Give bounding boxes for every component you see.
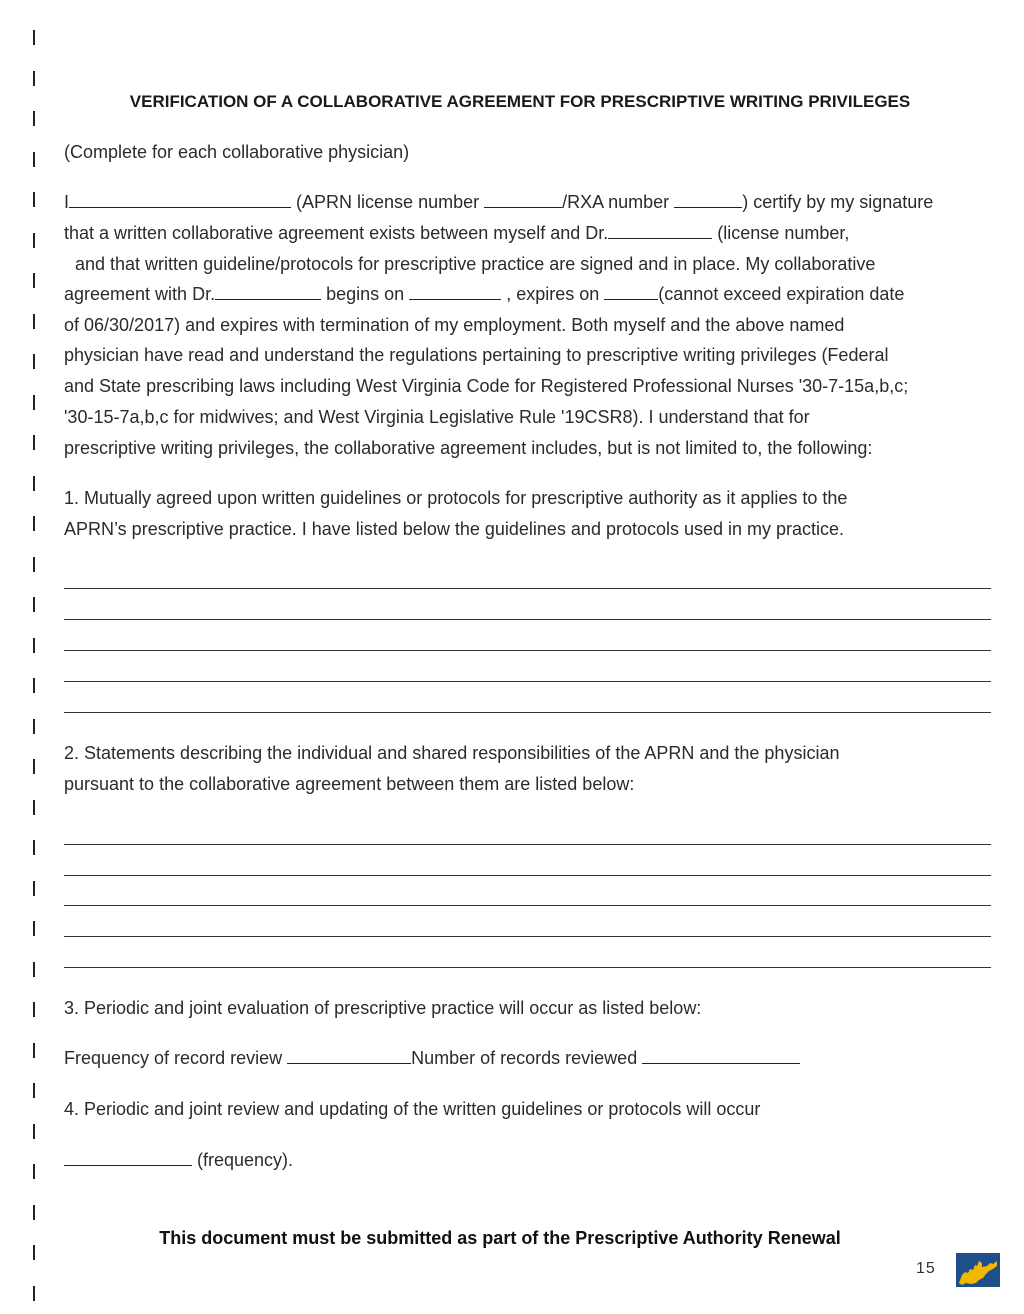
item4-line1: 4. Periodic and joint review and updating of the written guidelines or protocols will occur <box>64 1099 761 1119</box>
rxa-number-field[interactable] <box>674 191 742 208</box>
physician-name-field[interactable] <box>608 222 712 239</box>
margin-tick <box>33 1286 35 1301</box>
item1-line1: 1. Mutually agreed upon written guidelines or protocols for prescriptive authority as it applies to the <box>64 488 848 508</box>
margin-tick <box>33 759 35 774</box>
margin-tick <box>33 800 35 815</box>
expiration-note: (cannot exceed expiration date <box>658 284 905 304</box>
frequency-field[interactable] <box>287 1047 411 1064</box>
margin-tick <box>33 476 35 491</box>
margin-tick <box>33 354 35 369</box>
review-frequency-field[interactable] <box>64 1149 192 1166</box>
margin-tick <box>33 881 35 896</box>
responsibilities-line-3[interactable] <box>64 905 991 906</box>
margin-tick <box>33 1124 35 1139</box>
margin-tick <box>33 719 35 734</box>
guidelines-line-2[interactable] <box>64 619 991 620</box>
para1-line7: and State prescribing laws including West Virginia Code for Registered Professional Nurses '30-7-15a,b,c; <box>64 376 909 396</box>
margin-tick <box>33 840 35 855</box>
margin-tick <box>33 597 35 612</box>
margin-tick <box>33 71 35 86</box>
margin-tick <box>33 314 35 329</box>
margin-tick <box>33 557 35 572</box>
name-field[interactable] <box>69 191 291 208</box>
para1-line4 <box>64 282 904 306</box>
guidelines-line-4[interactable] <box>64 681 991 682</box>
submission-note: This document must be submitted as part of the Prescriptive Authority Renewal <box>159 1228 841 1248</box>
responsibilities-line-2[interactable] <box>64 875 991 876</box>
margin-tick <box>33 30 35 45</box>
subtitle: (Complete for each collaborative physician) <box>64 142 410 162</box>
page-title: VERIFICATION OF A COLLABORATIVE AGREEMENT FOR PRESCRIPTIVE WRITING PRIVILEGES <box>129 92 911 111</box>
para1-line9: prescriptive writing privileges, the collaborative agreement includes, but is not limited to, the following: <box>64 438 873 458</box>
margin-tick <box>33 516 35 531</box>
agreement-physician-field[interactable] <box>215 283 321 300</box>
margin-tick <box>33 638 35 653</box>
responsibilities-line-5[interactable] <box>64 967 991 968</box>
margin-tick <box>33 921 35 936</box>
page-number: 15 <box>916 1260 936 1277</box>
aprn-license-field[interactable] <box>484 191 562 208</box>
pronoun-i: I <box>64 192 70 212</box>
item4-line2 <box>64 1148 293 1172</box>
responsibilities-line-1[interactable] <box>64 844 991 845</box>
margin-tick <box>33 435 35 450</box>
license-number-label: (license number, <box>717 223 850 243</box>
guidelines-line-5[interactable] <box>64 712 991 713</box>
begins-on-field[interactable] <box>409 283 501 300</box>
margin-tick <box>33 273 35 288</box>
guidelines-line-1[interactable] <box>64 588 991 589</box>
agreement-dr-label: agreement with Dr. <box>64 284 216 304</box>
frequency-label: Frequency of record review <box>64 1048 283 1068</box>
margin-tick <box>33 1043 35 1058</box>
certify-text: ) certify by my signature <box>742 192 934 212</box>
margin-tick <box>33 152 35 167</box>
responsibilities-line-4[interactable] <box>64 936 991 937</box>
para1-line3: and that written guideline/protocols for prescriptive practice are signed and in place. My collaborative <box>75 254 876 274</box>
margin-tick <box>33 111 35 126</box>
west-virginia-state-icon <box>956 1253 1000 1287</box>
margin-tick <box>33 1002 35 1017</box>
para1-line5: of 06/30/2017) and expires with termination of my employment. Both myself and the above named <box>64 315 845 335</box>
para1-line2 <box>64 221 849 245</box>
margin-tick <box>33 962 35 977</box>
rxa-label: /RXA number <box>562 192 670 212</box>
margin-tick <box>33 1164 35 1179</box>
records-field[interactable] <box>642 1047 800 1064</box>
expires-on-label: , expires on <box>506 284 600 304</box>
aprn-license-label: (APRN license number <box>296 192 480 212</box>
item2-line1: 2. Statements describing the individual and shared responsibilities of the APRN and the physician <box>64 743 840 763</box>
expires-on-field[interactable] <box>604 283 658 300</box>
margin-tick-marks <box>0 0 40 1314</box>
margin-tick <box>33 395 35 410</box>
para1-line1 <box>64 190 933 214</box>
records-label: Number of records reviewed <box>411 1048 638 1068</box>
item3-line1: 3. Periodic and joint evaluation of prescriptive practice will occur as listed below: <box>64 998 702 1018</box>
margin-tick <box>33 678 35 693</box>
item2-line2: pursuant to the collaborative agreement between them are listed below: <box>64 774 635 794</box>
margin-tick <box>33 1205 35 1220</box>
para1-line8: '30-15-7a,b,c for midwives; and West Virginia Legislative Rule '19CSR8). I understand that for <box>64 407 810 427</box>
margin-tick <box>33 1083 35 1098</box>
frequency-suffix: (frequency). <box>197 1150 294 1170</box>
begins-on-label: begins on <box>326 284 405 304</box>
margin-tick <box>33 233 35 248</box>
margin-tick <box>33 192 35 207</box>
item3-line2 <box>64 1046 800 1070</box>
item1-line2: APRN’s prescriptive practice. I have listed below the guidelines and protocols used in my practice. <box>64 519 845 539</box>
para1-line6: physician have read and understand the regulations pertaining to prescriptive writing privileges (Federal <box>64 345 889 365</box>
agreement-text: that a written collaborative agreement exists between myself and Dr. <box>64 223 609 243</box>
guidelines-line-3[interactable] <box>64 650 991 651</box>
